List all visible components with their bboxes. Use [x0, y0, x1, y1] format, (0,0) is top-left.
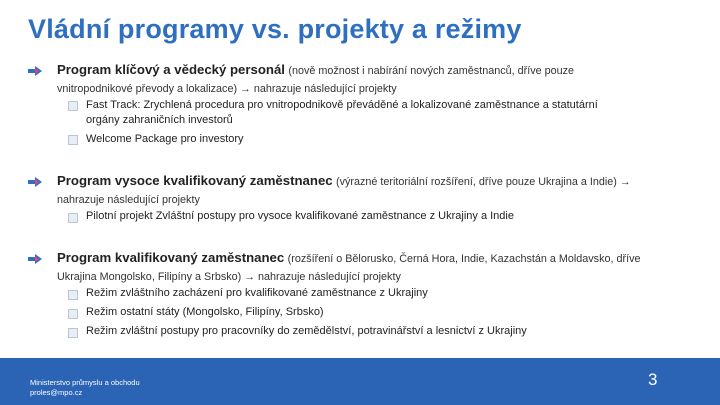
- arrow-bullet-icon: [28, 254, 42, 264]
- arrow-bullet-icon: [28, 66, 42, 76]
- square-bullet-icon: [68, 135, 78, 145]
- list-item: Režim zvláštního zacházení pro kvalifikované zaměstnance z Ukrajiny: [86, 287, 428, 299]
- section-note-cont: nahrazuje následující projekty: [57, 194, 200, 206]
- section-note: (výrazné teritoriální rozšíření, dříve pouze Ukrajina a Indie) →: [336, 176, 631, 188]
- slide-title: Vládní programy vs. projekty a režimy: [28, 14, 522, 44]
- section-heading: Program vysoce kvalifikovaný zaměstnanec: [57, 173, 333, 188]
- square-bullet-icon: [68, 309, 78, 319]
- list-item: Pilotní projekt Zvláštní postupy pro vysoce kvalifikované zaměstnance z Ukrajiny a Indie: [86, 210, 514, 222]
- square-bullet-icon: [68, 213, 78, 223]
- section-note: (rozšíření o Bělorusko, Černá Hora, Indie, Kazachstán a Moldavsko, dříve: [287, 253, 641, 265]
- square-bullet-icon: [68, 328, 78, 338]
- section-note: (nově možnost i nabírání nových zaměstnanců, dříve pouze: [288, 65, 575, 77]
- section-heading: Program klíčový a vědecký personál: [57, 62, 285, 77]
- footer-organization: Ministerstvo průmyslu a obchodu proles@mpo.cz: [30, 378, 140, 397]
- section-note-cont: vnitropodnikové převody a lokalizace) → nahrazuje následující projekty: [57, 83, 397, 95]
- list-item: Welcome Package pro investory: [86, 133, 244, 145]
- page-number: 3: [648, 370, 658, 389]
- section-program-kvalifikovany: [57, 249, 697, 268]
- square-bullet-icon: [68, 101, 78, 111]
- section-heading: Program kvalifikovaný zaměstnanec: [57, 250, 285, 265]
- list-item: Režim ostatní státy (Mongolsko, Filipíny, Srbsko): [86, 306, 324, 318]
- section-program-vysoce: [57, 172, 697, 191]
- arrow-bullet-icon: [28, 177, 42, 187]
- square-bullet-icon: [68, 290, 78, 300]
- section-program-klicovy: [57, 61, 697, 80]
- section-note-cont: Ukrajina Mongolsko, Filipíny a Srbsko) → nahrazuje následující projekty: [57, 271, 401, 283]
- list-item: Režim zvláštní postupy pro pracovníky do zemědělství, potravinářství a lesnictví z Ukrajiny: [86, 325, 527, 337]
- list-item: Fast Track: Zrychlená procedura pro vnitropodnikově převáděné a lokalizované zaměstnance a statutární orgány zahraničních investorů: [86, 99, 598, 126]
